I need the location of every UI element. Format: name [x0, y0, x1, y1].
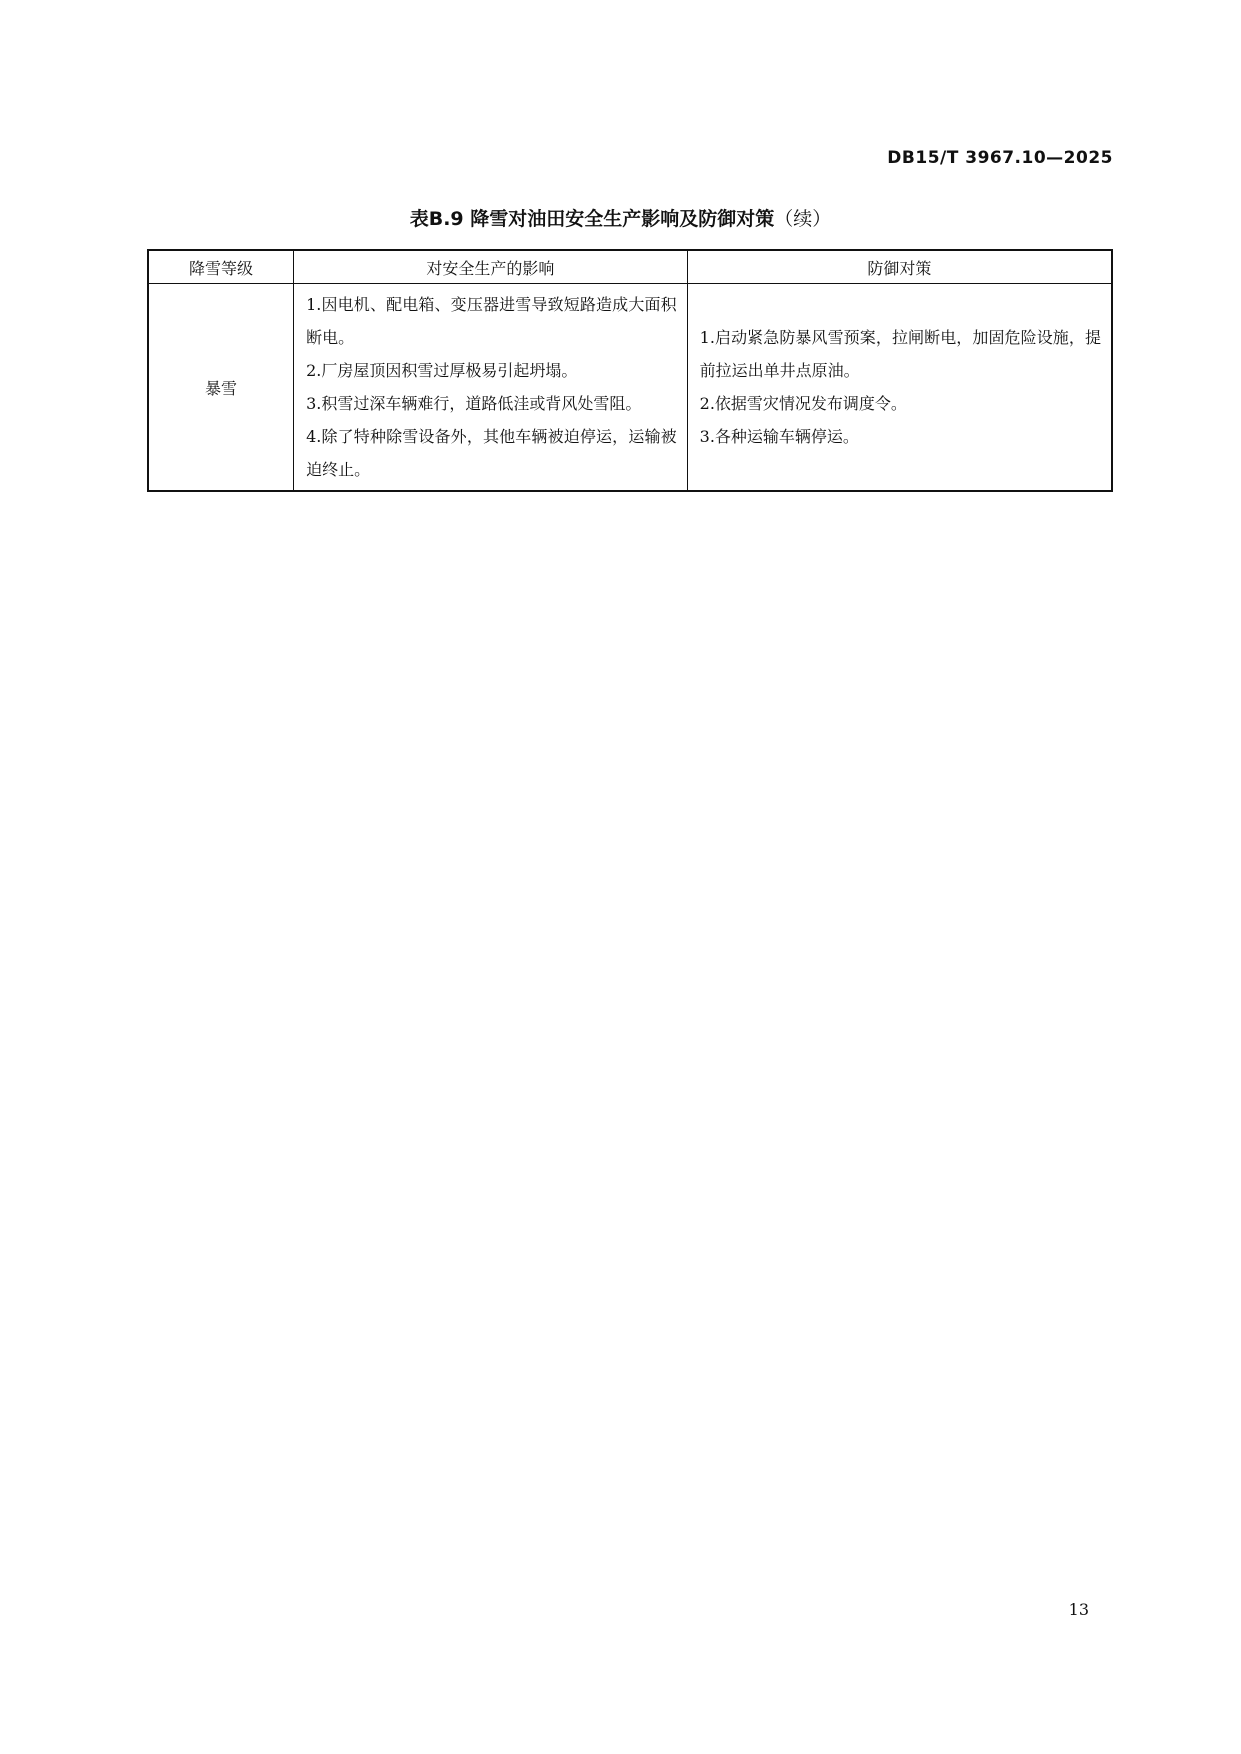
measure-item: 3.各种运输车辆停运。 [699, 427, 859, 446]
measure-item: 1.启动紧急防暴风雪预案，拉闸断电，加固危险设施，提前拉运出单井点原油。 [699, 328, 1101, 380]
header-measures: 防御对策 [687, 250, 1112, 284]
header-level: 降雪等级 [148, 250, 294, 284]
table-header-row [148, 250, 1112, 284]
table-row [148, 284, 1112, 492]
measures-cell [687, 284, 1112, 492]
table-title-continued: （续） [774, 208, 832, 230]
table-title-main: 表B.9 降雪对油田安全生产影响及防御对策 [409, 208, 775, 230]
impact-cell [294, 284, 688, 492]
level-cell: 暴雪 [148, 284, 294, 492]
page-number: 13 [1068, 1600, 1089, 1619]
impact-item: 1.因电机、配电箱、变压器进雪导致短路造成大面积断电。 [306, 295, 677, 347]
document-code: DB15/T 3967.10—2025 [887, 148, 1113, 168]
snowfall-impact-table [147, 249, 1113, 492]
impact-item: 2.厂房屋顶因积雪过厚极易引起坍塌。 [306, 361, 578, 380]
table-title [0, 204, 1241, 231]
impact-item: 3.积雪过深车辆难行，道路低洼或背风处雪阻。 [306, 394, 642, 413]
impact-item: 4.除了特种除雪设备外，其他车辆被迫停运，运输被迫终止。 [306, 427, 677, 479]
header-impact: 对安全生产的影响 [294, 250, 688, 284]
measure-item: 2.依据雪灾情况发布调度令。 [699, 394, 907, 413]
